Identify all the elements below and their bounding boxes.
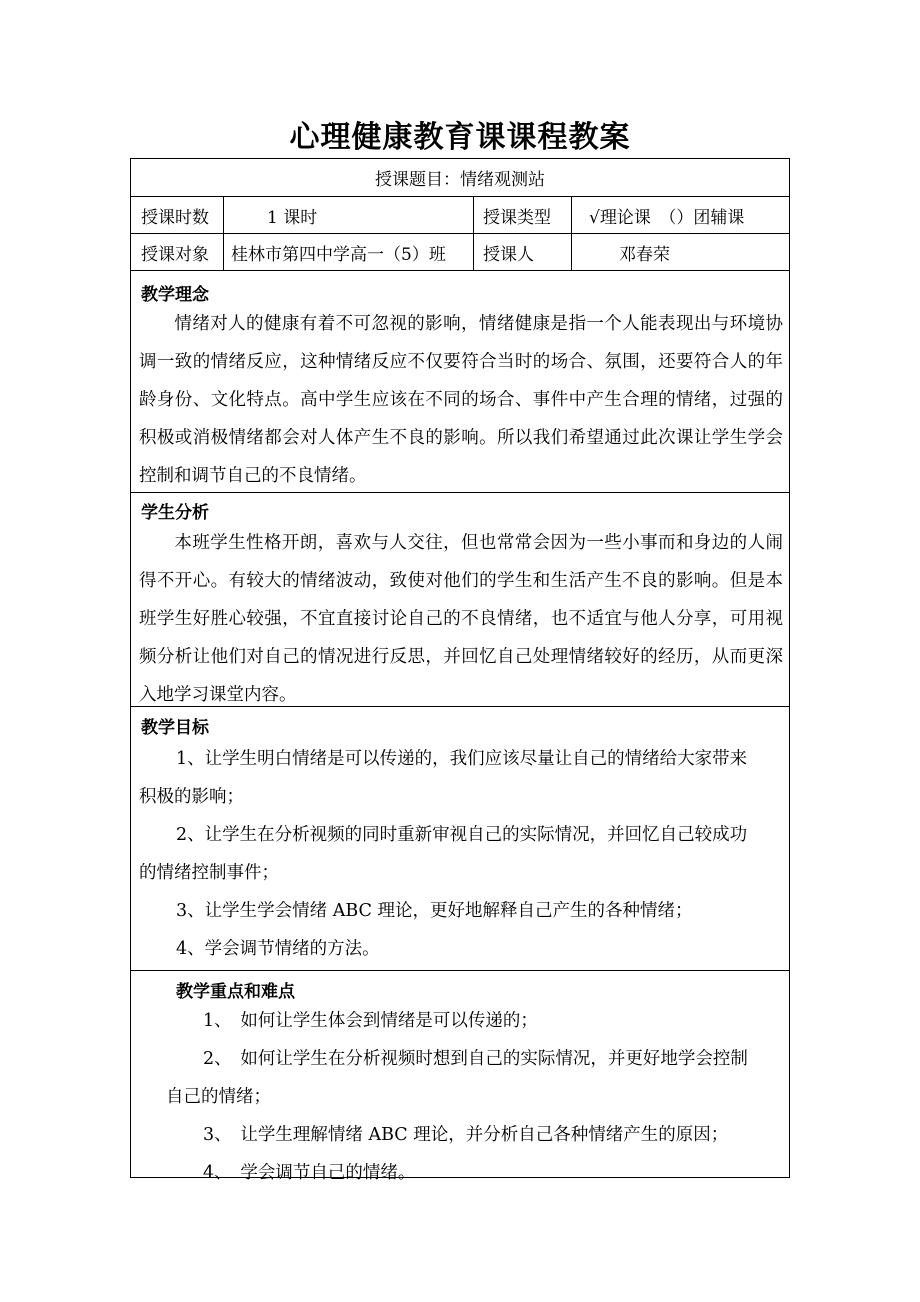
keypoint-item: 4、 学会调节自己的情绪。	[203, 1163, 416, 1183]
objectives-heading: 教学目标	[141, 718, 209, 738]
section-philosophy	[131, 271, 789, 493]
target-value: 桂林市第四中学高一（5）班	[231, 244, 446, 265]
topic-row	[131, 159, 789, 197]
divider	[571, 197, 572, 233]
hours-label: 授课时数	[141, 207, 209, 228]
section-objectives	[131, 707, 789, 971]
teacher-label: 授课人	[483, 244, 534, 265]
keypoints-heading: 教学重点和难点	[176, 982, 295, 1002]
divider	[223, 234, 224, 270]
teacher-value: 邓春荣	[619, 244, 670, 265]
section-keypoints	[131, 971, 789, 1183]
topic-text: 授课题目：情绪观测站	[375, 170, 545, 190]
objective-item: 1、让学生明白情绪是可以传递的，我们应该尽量让自己的情绪给大家带来	[176, 749, 748, 769]
keypoint-item: 自己的情绪；	[166, 1087, 271, 1107]
analysis-paragraph	[139, 524, 783, 714]
objective-item: 积极的影响；	[139, 787, 244, 807]
divider	[223, 197, 224, 233]
objective-item: 的情绪控制事件；	[139, 863, 279, 883]
info-row-hours	[131, 197, 789, 234]
type-value: √理论课 （）团辅课	[589, 207, 745, 228]
divider	[473, 197, 474, 233]
philosophy-text: 情绪对人的健康有着不可忽视的影响，情绪健康是指一个人能表现出与环境协调一致的情绪反应，这种情绪反应不仅要符合当时的场合、氛围，还要符合人的年龄身份、文化特点。高中学生应该在不同的场合、事件中产生合理的情绪，过强的积极或消极情绪都会对人体产生不良的影响。所以我们希望通过此次课让学生学会控制和调节自己的不良情绪。	[139, 314, 783, 486]
type-label: 授课类型	[483, 207, 551, 228]
objective-item: 4、学会调节情绪的方法。	[176, 939, 380, 959]
objective-item: 2、让学生在分析视频的同时重新审视自己的实际情况，并回忆自己较成功	[176, 825, 748, 845]
section-analysis	[131, 493, 789, 707]
keypoint-item: 1、 如何让学生体会到情绪是可以传递的；	[203, 1011, 538, 1031]
lesson-plan-table	[130, 158, 790, 1183]
philosophy-paragraph	[139, 305, 783, 495]
hours-value: 1 课时	[267, 207, 318, 228]
target-label: 授课对象	[141, 244, 209, 265]
keypoint-item: 3、 让学生理解情绪 ABC 理论，并分析自己各种情绪产生的原因；	[203, 1125, 729, 1145]
philosophy-heading: 教学理念	[141, 285, 209, 305]
analysis-text: 本班学生性格开朗，喜欢与人交往，但也常常会因为一些小事而和身边的人闹得不开心。有较大的情绪波动，致使对他们的学生和生活产生不良的影响。但是本班学生好胜心较强，不宜直接讨论自己的不良情绪，也不适宜与他人分享，可用视频分析让他们对自己的情况进行反思，并回忆自己处理情绪较好的经历，从而更深入地学习课堂内容。	[139, 533, 783, 705]
info-row-target	[131, 234, 789, 271]
analysis-heading: 学生分析	[141, 503, 209, 523]
objective-item: 3、让学生学会情绪 ABC 理论，更好地解释自己产生的各种情绪；	[176, 901, 693, 921]
divider	[473, 234, 474, 270]
keypoint-item: 2、 如何让学生在分析视频时想到自己的实际情况，并更好地学会控制	[203, 1049, 748, 1069]
document-title: 心理健康教育课课程教案	[289, 120, 631, 155]
divider	[571, 234, 572, 270]
